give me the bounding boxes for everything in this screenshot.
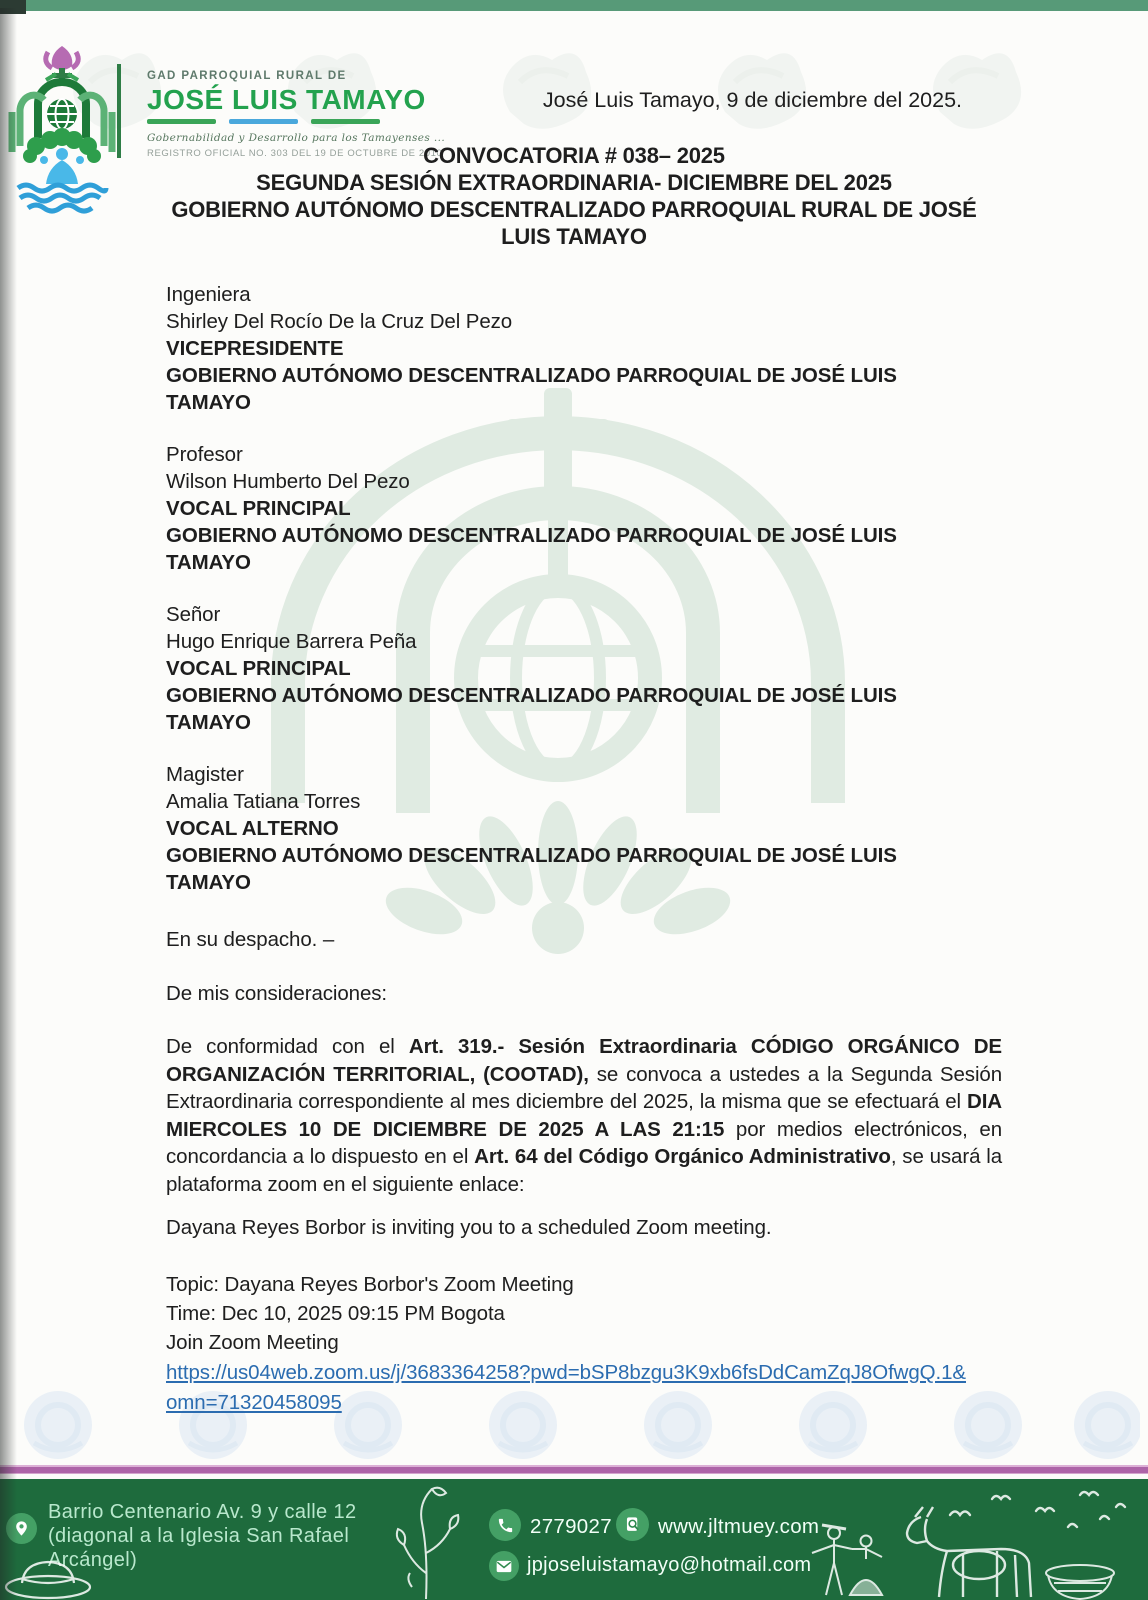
recipient-name: Hugo Enrique Barrera Peña <box>166 630 417 653</box>
recipient-block <box>166 761 1002 896</box>
title-line-3: GOBIERNO AUTÓNOMO DESCENTRALIZADO PARROQUIAL RURAL DE JOSÉ LUIS TAMAYO <box>171 197 977 249</box>
recipient-name: Shirley Del Rocío De la Cruz Del Pezo <box>166 310 513 333</box>
paragraph-text: se convoca a ustedes a la Segunda Sesión Extraordinaria correspondiente al mes diciembre del 2025, la misma que se efectuará el <box>166 1062 1002 1113</box>
recipient-role: VOCAL PRINCIPAL <box>166 497 351 520</box>
registro-oficial: REGISTRO OFICIAL NO. 303 DEL 19 DE OCTUBRE DE 2010 <box>147 148 443 159</box>
recipient-title: Magister <box>166 763 244 786</box>
recipient-title: Profesor <box>166 443 243 466</box>
paragraph-text: por medios electrónicos, en concordancia a lo dispuesto en el <box>166 1117 1002 1168</box>
paragraph-bold: Art. 64 del Código Orgánico Administrativo <box>474 1145 891 1168</box>
footer-email: jpjoseluistamayo@hotmail.com <box>527 1554 812 1576</box>
gad-crest-logo <box>6 42 118 214</box>
letterhead-divider <box>117 64 121 158</box>
website-icon <box>616 1508 649 1541</box>
phone-icon <box>489 1509 521 1541</box>
top-green-bar <box>0 0 1148 11</box>
footer-phone: 2779027 <box>530 1515 612 1538</box>
donkey-art <box>893 1505 1043 1600</box>
photo-edge-shadow <box>0 8 17 1600</box>
email-icon <box>489 1551 519 1581</box>
recipient-org: GOBIERNO AUTÓNOMO DESCENTRALIZADO PARROQUIAL DE JOSÉ LUIS TAMAYO <box>166 364 897 414</box>
recipient-role: VOCAL ALTERNO <box>166 817 339 840</box>
footer <box>0 1479 1148 1600</box>
dancers-art <box>800 1519 905 1600</box>
org-name: JOSÉ LUIS TAMAYO <box>147 84 426 115</box>
footer-accent-bar <box>0 1465 1148 1474</box>
recipient-role: VICEPRESIDENTE <box>166 337 344 360</box>
recipient-org: GOBIERNO AUTÓNOMO DESCENTRALIZADO PARROQUIAL DE JOSÉ LUIS TAMAYO <box>166 524 897 574</box>
date-line: José Luis Tamayo, 9 de diciembre del 2025. <box>542 88 962 112</box>
document-title <box>154 142 994 250</box>
recipient-title: Señor <box>166 603 221 626</box>
basket-art <box>1040 1563 1120 1600</box>
paragraph-text: De conformidad con el <box>166 1035 409 1058</box>
paragraph-bold: Art. 319.- Sesión Extraordinaria CÓDIGO ORGÁNICO DE ORGANIZACIÓN TERRITORIAL, (COOTAD), <box>166 1035 1002 1086</box>
hat-art <box>2 1557 94 1600</box>
paragraph-bold: DIA MIERCOLES 10 DE DICIEMBRE DE 2025 A LAS 21:15 <box>166 1090 1002 1141</box>
recipient-role: VOCAL PRINCIPAL <box>166 657 351 680</box>
recipient-org: GOBIERNO AUTÓNOMO DESCENTRALIZADO PARROQUIAL DE JOSÉ LUIS TAMAYO <box>166 844 897 894</box>
zoom-meeting-link[interactable]: https://us04web.zoom.us/j/3683364258?pwd=bSP8bzgu3K9xb6fsDdCamZqJ8OfwgQ.1&omn=71320458095 <box>166 1361 966 1414</box>
recipient-name: Amalia Tatiana Torres <box>166 790 361 813</box>
recipient-name: Wilson Humberto Del Pezo <box>166 470 410 493</box>
zoom-topic: Topic: Dayana Reyes Borbor's Zoom Meeting <box>166 1273 574 1296</box>
zoom-invite-line: Dayana Reyes Borbor is inviting you to a scheduled Zoom meeting. <box>166 1216 772 1239</box>
org-tagline: Gobernabilidad y Desarrollo para los Tamayenses ... <box>147 132 446 144</box>
flower-art <box>392 1483 464 1599</box>
letter-body <box>166 281 1002 1418</box>
considerations-line: De mis consideraciones: <box>166 982 388 1005</box>
zoom-time: Time: Dec 10, 2025 09:15 PM Bogota <box>166 1302 505 1325</box>
photo-corner-shadow <box>0 0 26 14</box>
brand-underline <box>147 119 467 124</box>
zoom-details <box>166 1270 1002 1418</box>
recipient-block <box>166 601 1002 736</box>
recipient-org: GOBIERNO AUTÓNOMO DESCENTRALIZADO PARROQUIAL DE JOSÉ LUIS TAMAYO <box>166 684 897 734</box>
location-icon <box>6 1513 37 1544</box>
title-line-1: CONVOCATORIA # 038– 2025 <box>423 143 725 168</box>
footer-website: www.jltmuey.com <box>658 1515 820 1538</box>
recipient-title: Ingeniera <box>166 283 251 306</box>
main-paragraph <box>166 1033 1002 1198</box>
title-line-2: SEGUNDA SESIÓN EXTRAORDINARIA- DICIEMBRE DEL 2025 <box>256 170 892 195</box>
salutation: En su despacho. – <box>166 928 335 951</box>
paragraph-text: , se usará la plataforma zoom en el siguiente enlace: <box>166 1145 1003 1196</box>
recipient-block <box>166 281 1002 416</box>
recipient-block <box>166 441 1002 576</box>
footer-address: Barrio Centenario Av. 9 y calle 12 (diagonal a la Iglesia San Rafael Arcángel) <box>48 1501 357 1571</box>
zoom-join-label: Join Zoom Meeting <box>166 1331 339 1354</box>
org-type-label: GAD PARROQUIAL RURAL DE <box>147 70 347 82</box>
